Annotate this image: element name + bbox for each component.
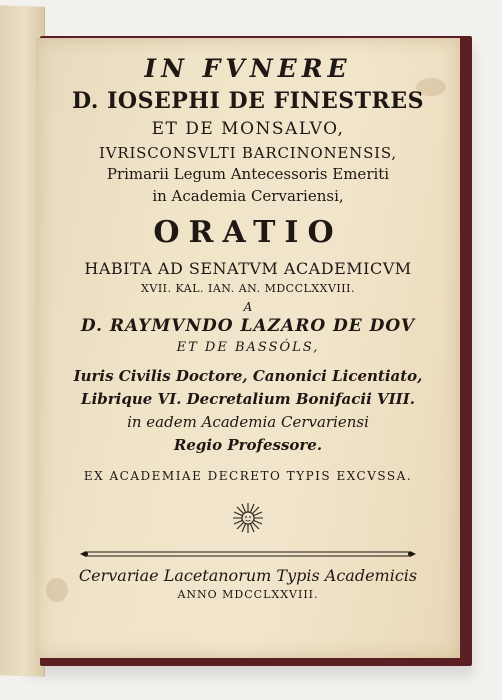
imprint-year: ANNO MDCCLXXVIII. (177, 588, 319, 601)
author-name: D. RAYMVNDO LAZARO DE DOV (80, 316, 416, 336)
by-line: A (243, 300, 253, 314)
heading-in-funere: IN FVNERE (144, 54, 352, 83)
author-degree: Iuris Civilis Doctore, Canonici Licentiato, (73, 367, 423, 385)
author-position: Regio Professore. (173, 436, 323, 454)
printing-statement: EX ACADEMIAE DECRETO TYPIS EXCVSSA. (83, 469, 413, 483)
subject-institution: in Academia Cervariensi, (152, 187, 344, 205)
subject-title: Primarii Legum Antecessoris Emeriti (106, 165, 390, 183)
subject-profession: IVRISCONSVLTI BARCINONENSIS, (99, 144, 397, 162)
author-chair: Librique VI. Decretalium Bonifacii VIII. (81, 390, 415, 408)
author-institution: in eadem Academia Cervariensi (127, 413, 369, 431)
title-page-text (36, 38, 460, 658)
subject-surname: ET DE MONSALVO, (151, 119, 345, 139)
occasion: HABITA AD SENATVM ACADEMICVM (84, 259, 412, 278)
sunburst-ornament-icon (232, 502, 264, 534)
author-surname: ET DE BASSÓLS, (176, 340, 320, 355)
work-title: ORATIO (153, 215, 343, 250)
imprint-place: Cervariae Lacetanorum Typis Academicis (78, 566, 418, 585)
subject-name: D. IOSEPHI DE FINESTRES (72, 88, 424, 114)
ornamental-rule (80, 548, 416, 560)
occasion-date: XVII. KAL. IAN. AN. MDCCLXXVIII. (141, 282, 355, 295)
